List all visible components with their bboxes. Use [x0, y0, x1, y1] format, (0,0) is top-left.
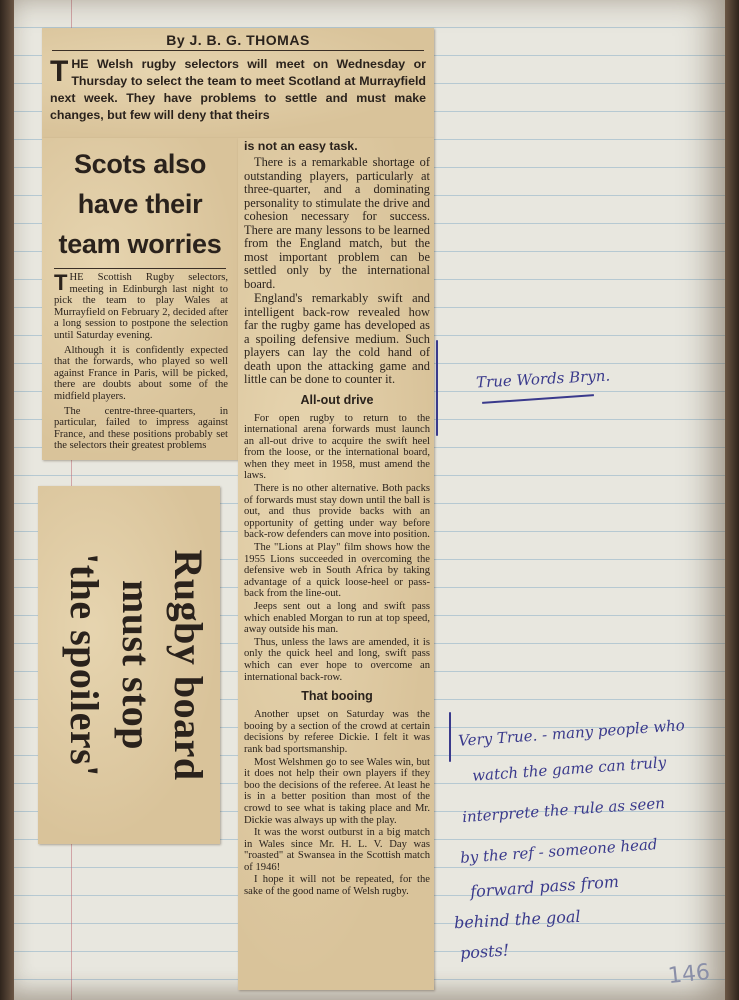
paragraph: Although it is confidently expected that the forwards, who played so well against France in Paris, will be picked, there are doubts about some of the midfield players.: [54, 344, 228, 402]
handwritten-line: watch the game can truly: [471, 753, 667, 785]
header-clipping: [42, 28, 434, 138]
divider: [52, 50, 424, 51]
paragraph: I hope it will not be repeated, for the sake of the good name of Welsh rugby.: [244, 874, 430, 898]
paragraph-text: HE Scottish Rugby selectors, meeting in Edinburgh last night to pick the team to play Wales at Murrayfield on February 2, decided after a long session to postpone the selection until Saturday evening.: [54, 272, 228, 341]
handwritten-line: posts!: [459, 940, 510, 963]
headline-line: have their: [77, 189, 203, 219]
handwritten-line: interprete the rule as seen: [461, 793, 666, 827]
scots-headline: [54, 144, 226, 264]
headline-line: 'the spoilers': [62, 553, 107, 777]
paragraph: [54, 272, 228, 342]
paragraph: It was the worst outburst in a big match in Wales since Mr. H. L. V. Day was "roasted" at Swansea in the Scottish match of 1946!: [244, 827, 430, 873]
paragraph: There is no other alternative. Both packs of forwards must stay down until the ball is out, and thus provide backs with an opportunity of getting under way before back-row defenders can move into position.: [244, 483, 430, 541]
paragraph: For open rugby to return to the international arena forwards must launch an all-out drive to acquire the swift heel from the loose, or the international board, when they meet in 1958, must amend the laws.: [244, 412, 430, 482]
lead-paragraph: [50, 56, 426, 124]
divider: [54, 268, 226, 269]
spoilers-headline-clipping: [38, 486, 220, 844]
book-spine-edge: [0, 0, 14, 1000]
handwritten-line: forward pass from: [469, 871, 620, 902]
paragraph: The centre-three-quarters, in particular, failed to impress against France, and these positions probably set the selectors their greatest problems: [54, 405, 228, 452]
byline: By J. B. G. THOMAS: [166, 32, 310, 48]
handwritten-line: by the ref - someone head: [459, 835, 659, 867]
page-number: 146: [666, 959, 712, 990]
drop-cap: T: [54, 270, 68, 295]
paragraph: Most Welshmen go to see Wales win, but it does not help their own players if they boo the decisions of the referee. At least he is in a better position than most of the crowd to see what is taking place and Mr. Dickie was always up with the play.: [244, 756, 430, 826]
main-article-body: [244, 138, 430, 899]
headline-line: must stop: [114, 579, 159, 751]
margin-bracket: [449, 712, 451, 762]
rotated-headline: [44, 490, 214, 840]
paragraph: England's remarkably swift and intelligent back-row revealed how far the rugby game has developed as a spoiling defensive medium. Such players can lay the cold hand of death upon the attacking game and little can be done to counter it.: [244, 291, 430, 386]
margin-bracket: [436, 340, 438, 436]
scots-article-clipping: [42, 138, 238, 460]
page-edge: [725, 0, 739, 1000]
paragraph: Another upset on Saturday was the booing by a section of the crowd at certain decisions by referee Dickie. I felt it was rank bad sportsmanship.: [244, 709, 430, 755]
lead-text: HE Welsh rugby selectors will meet on Wednesday or Thursday to select the team to meet Scotland at Murrayfield next week. They have problems to settle and must make changes, but few will deny that theirs: [50, 57, 426, 122]
headline-line: Scots also: [73, 149, 207, 179]
subheading: All-out drive: [300, 392, 374, 407]
handwritten-line: Very True. - many people who: [457, 716, 686, 750]
paragraph: The "Lions at Play" film shows how the 1955 Lions succeeded in overcoming the defensive web in South Africa by taking advantage of a quick loose-heel or pass-back from the line-out.: [244, 542, 430, 600]
handwritten-note: True Words Bryn.: [475, 366, 611, 392]
headline-line: team worries: [58, 229, 222, 259]
handwritten-line: behind the goal: [453, 906, 582, 933]
drop-cap: T: [50, 55, 69, 88]
paragraph: Jeeps sent out a long and swift pass which enabled Morgan to run at top speed, away outside his man.: [244, 601, 430, 636]
scots-article-body: [54, 272, 228, 455]
headline-line: Rugby board: [166, 549, 211, 781]
paragraph: Thus, unless the laws are amended, it is only the quick heel and long, swift pass which can ever hope to overcome an international back-row.: [244, 636, 430, 683]
lead-continuation: is not an easy task.: [244, 139, 358, 153]
subheading: That booing: [301, 689, 373, 704]
paragraph: There is a remarkable shortage of outstanding players, particularly at three-quarter, and a dominating personality to stimulate the drive and cohesion necessary for success. There are many lessons to be learned from the England match, but the most important problem can be settled only by the international board.: [244, 155, 430, 291]
main-article-clipping: [238, 138, 434, 990]
